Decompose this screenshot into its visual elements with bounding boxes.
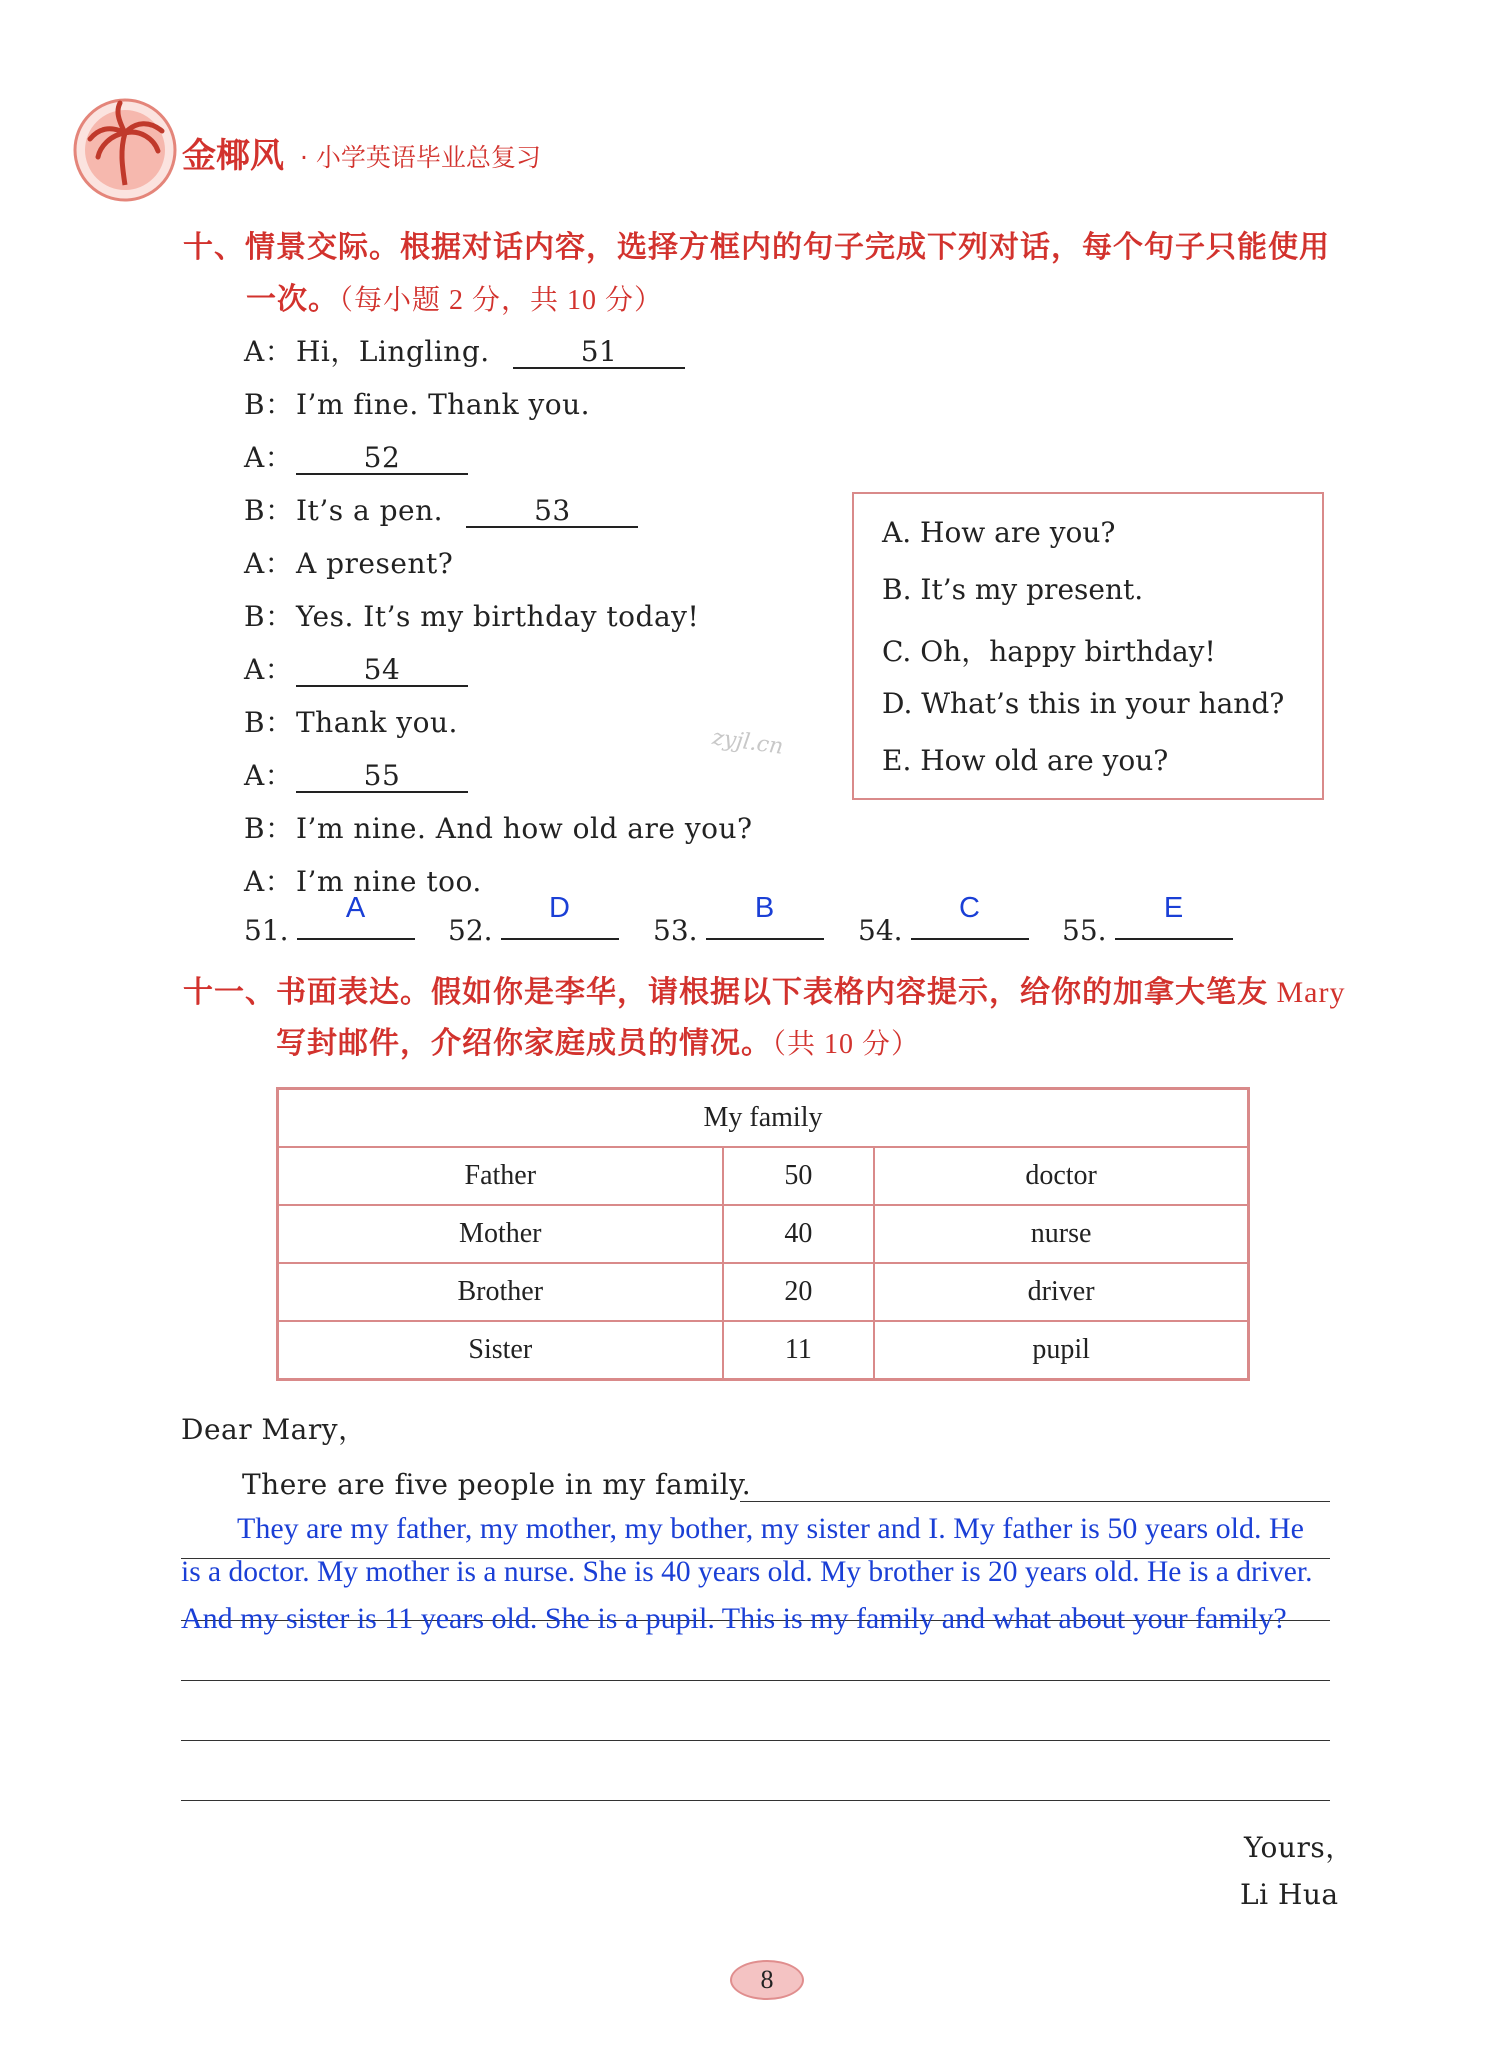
option-item: B. It’s my present. xyxy=(882,573,1144,606)
answer-number: 55. xyxy=(1062,914,1107,947)
dialog-text: It’s a pen. xyxy=(296,494,444,527)
section10-score-note: （每小题 2 分，共 10 分） xyxy=(339,285,664,316)
option-item: D. What’s this in your hand? xyxy=(882,687,1285,720)
table-cell: Sister xyxy=(278,1321,723,1380)
handwritten-answer: B xyxy=(754,892,775,924)
table-cell: driver xyxy=(874,1263,1248,1321)
speaker-label: B： xyxy=(244,600,294,633)
section11-heading-line2 xyxy=(276,1018,920,1062)
page-number: 8 xyxy=(730,1960,804,2000)
dialog-text: Thank you. xyxy=(296,706,458,739)
answer-item xyxy=(1062,892,1233,947)
answer-field[interactable] xyxy=(1115,892,1233,940)
table-cell: 40 xyxy=(723,1205,875,1263)
answer-number: 54. xyxy=(858,914,903,947)
answer-blank: 51 xyxy=(513,337,685,369)
speaker-label: B： xyxy=(244,706,294,739)
dialog-text: I’m nine too. xyxy=(296,865,482,898)
answer-blank: 52 xyxy=(296,443,468,475)
answer-blank: 53 xyxy=(466,496,638,528)
letter-closing: Yours， xyxy=(1244,1831,1354,1864)
answer-blank: 54 xyxy=(296,655,468,687)
dialog-text: I’m nine. And how old are you? xyxy=(296,812,753,845)
answer-item xyxy=(858,892,1029,947)
dialog-line xyxy=(244,754,468,794)
brand-logo-icon xyxy=(70,95,180,205)
watermark: zyjl.cn xyxy=(710,725,785,760)
dialog-line xyxy=(244,383,590,423)
family-table xyxy=(276,1087,1250,1381)
dialog-line xyxy=(244,701,458,741)
dialog-text: Yes. It’s my birthday today! xyxy=(296,600,700,633)
dialog-line xyxy=(244,330,685,370)
handwritten-answer: A xyxy=(345,892,366,924)
option-item: A. How are you? xyxy=(882,516,1116,549)
handwritten-answer: D xyxy=(549,892,570,924)
writing-line[interactable] xyxy=(181,1680,1330,1681)
answer-number: 53. xyxy=(653,914,698,947)
section10-heading-line1: 十、情景交际。根据对话内容，选择方框内的句子完成下列对话，每个句子只能使用 xyxy=(183,230,1330,265)
writing-line[interactable] xyxy=(181,1800,1330,1801)
section10-heading-line2 xyxy=(246,274,663,318)
answer-blank: 55 xyxy=(296,761,468,793)
table-cell: Mother xyxy=(278,1205,723,1263)
book-subtitle: · 小学英语毕业总复习 xyxy=(300,143,541,172)
section11-heading-name: Mary xyxy=(1268,976,1346,1009)
answer-field[interactable] xyxy=(297,892,415,940)
section11-heading-text: 十一、书面表达。假如你是李华，请根据以下表格内容提示，给你的加拿大笔友 xyxy=(183,975,1268,1010)
letter-opening: There are five people in my family. xyxy=(242,1468,752,1501)
answer-item xyxy=(244,892,415,947)
table-cell: Brother xyxy=(278,1263,723,1321)
handwritten-line: And my sister is 11 years old. She is a pupil. This is my family and what about your family? xyxy=(181,1602,1287,1635)
table-cell: pupil xyxy=(874,1321,1248,1380)
table-row xyxy=(278,1205,1249,1263)
table-title: My family xyxy=(278,1089,1249,1148)
table-row xyxy=(278,1263,1249,1321)
table-cell: 20 xyxy=(723,1263,875,1321)
speaker-label: A： xyxy=(244,441,294,474)
table-row xyxy=(278,1321,1249,1380)
answer-number: 51. xyxy=(244,914,289,947)
handwritten-line: They are my father, my mother, my bother, my sister and I. My father is 50 years old. He xyxy=(237,1512,1304,1545)
letter-greeting: Dear Mary， xyxy=(181,1413,367,1446)
speaker-label: B： xyxy=(244,494,294,527)
writing-line[interactable] xyxy=(181,1740,1330,1741)
table-cell: Father xyxy=(278,1147,723,1205)
answer-field[interactable] xyxy=(706,892,824,940)
table-cell: 50 xyxy=(723,1147,875,1205)
dialog-line xyxy=(244,489,638,529)
dialog-text: A present? xyxy=(296,547,454,580)
answer-field[interactable] xyxy=(501,892,619,940)
table-cell: 11 xyxy=(723,1321,875,1380)
handwritten-answer: E xyxy=(1163,892,1184,924)
answer-field[interactable] xyxy=(911,892,1029,940)
table-row xyxy=(278,1147,1249,1205)
answer-item xyxy=(448,892,619,947)
speaker-label: A： xyxy=(244,865,294,898)
handwritten-answer: C xyxy=(959,892,980,924)
dialog-line xyxy=(244,436,468,476)
table-cell: doctor xyxy=(874,1147,1248,1205)
section11-score-note: （共 10 分） xyxy=(772,1029,921,1060)
dialog-text: Hi，Lingling. xyxy=(296,335,490,368)
speaker-label: A： xyxy=(244,759,294,792)
section10-heading-text: 一次。 xyxy=(246,282,339,317)
section11-heading-line1 xyxy=(183,967,1345,1011)
dialog-line xyxy=(244,648,468,688)
dialog-line xyxy=(244,595,699,635)
answer-item xyxy=(653,892,824,947)
dialog-line xyxy=(244,542,453,582)
table-cell: nurse xyxy=(874,1205,1248,1263)
options-box xyxy=(852,492,1324,800)
speaker-label: A： xyxy=(244,547,294,580)
speaker-label: B： xyxy=(244,812,294,845)
speaker-label: A： xyxy=(244,335,294,368)
writing-line[interactable] xyxy=(740,1501,1330,1502)
speaker-label: B： xyxy=(244,388,294,421)
brand-name: 金椰风 xyxy=(182,136,284,176)
section11-heading-text2: 写封邮件，介绍你家庭成员的情况。 xyxy=(276,1026,772,1061)
answer-number: 52. xyxy=(448,914,493,947)
dialog-text: I’m fine. Thank you. xyxy=(296,388,591,421)
option-item: C. Oh，happy birthday! xyxy=(882,635,1216,668)
speaker-label: A： xyxy=(244,653,294,686)
table-title-row xyxy=(278,1089,1249,1148)
handwritten-line: is a doctor. My mother is a nurse. She is 40 years old. My brother is 20 years old. He is a driver. xyxy=(181,1556,1313,1588)
letter-signature: Li Hua xyxy=(1240,1878,1339,1911)
dialog-line xyxy=(244,807,753,847)
option-item: E. How old are you? xyxy=(882,744,1169,777)
